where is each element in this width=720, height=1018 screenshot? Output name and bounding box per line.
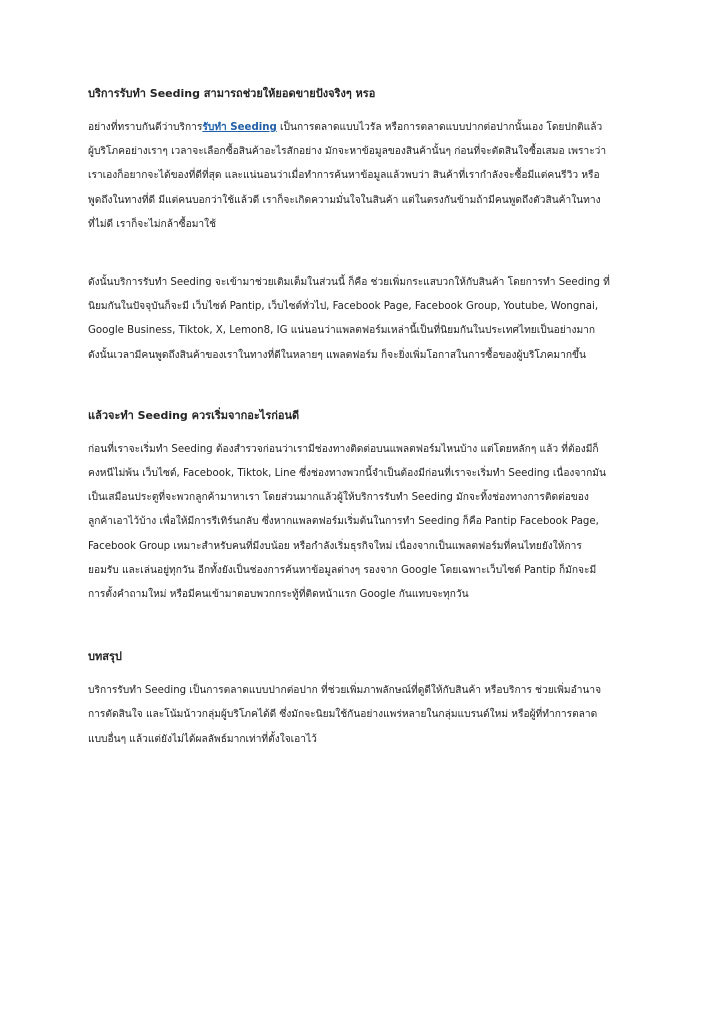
paragraph-line: Facebook Group เหมาะสำหรับคนที่มีงบน้อย หรือกำลังเริ่มธุรกิจใหม่ เนื่องจากเป็นแพลตฟอร์มที่คนไทยยังให้การ	[88, 540, 582, 552]
paragraph-line: บริการรับทำ Seeding เป็นการตลาดแบบปากต่อปาก ที่ช่วยเพิ่มภาพลักษณ์ที่ดูดีให้กับสินค้า หรือบริการ ช่วยเพิ่มอำนาจ	[88, 685, 602, 697]
paragraph-line: เป็นเสมือนประตูที่จะพวกลูกค้ามาหาเรา โดยส่วนมากแล้วผู้ให้บริการรับทำ Seeding มักจะทิ้งช่องทางการติดต่อของ	[88, 492, 589, 504]
seeding-service-link[interactable]: รับทำ Seeding	[202, 122, 277, 133]
paragraph-line: ลูกค้าเอาไว้บ้าง เพื่อให้มีการรีเทิร์นกลับ ซึ่งหากแพลตฟอร์มเริ่มต้นในการทำ Seeding ก็คือ Pantip Facebook Page,	[88, 516, 599, 528]
paragraph-line: การตั้งคำถามใหม่ หรือมีคนเข้ามาตอบพวกกระทู้ที่ติดหน้าแรก Google กันแทบจะทุกวัน	[88, 589, 469, 601]
paragraph-line: พูดถึงในทางที่ดี มีแต่คนบอกว่าใช้แล้วดี เราก็จะเกิดความมั่นใจในสินค้า แต่ในตรงกันข้ามถ้ามีคนพูดถึงตัวสินค้าในทาง	[88, 194, 601, 206]
paragraph-platforms	[88, 271, 650, 368]
paragraph-line: ก่อนที่เราจะเริ่มทำ Seeding ต้องสำรวจก่อนว่าเรามีช่องทางติดต่อบนแพลตฟอร์มไหนบ้าง แต่โดยหลักๆ แล้ว ที่ต้องมีก็	[88, 443, 599, 455]
section-heading-conclusion: บทสรุป	[88, 650, 122, 664]
paragraph-line: ที่ไม่ดี เราก็จะไม่กล้าซื้อมาใช้	[88, 218, 217, 230]
paragraph-line	[88, 116, 650, 140]
paragraph-line: Google Business, Tiktok, X, Lemon8, IG แน่นอนว่าแพลตฟอร์มเหล่านี้เป็นที่นิยมกันในประเทศไทยเป็นอย่างมาก	[88, 325, 596, 337]
paragraph-viral-marketing	[88, 116, 650, 237]
paragraph-line: ดังนั้นเวลามีคนพูดถึงสินค้าของเราในทางที่ดีในหลายๆ แพลตฟอร์ม ก็จะยิ่งเพิ่มโอกาสในการซื้อของผู้บริโภคมากขึ้น	[88, 349, 586, 361]
text-segment: เป็นการตลาดแบบไวรัล หรือการตลาดแบบปากต่อปากนั้นเอง โดยปกติแล้ว	[276, 122, 603, 133]
paragraph-line: แบบอื่นๆ แล้วแต่ยังไม่ได้ผลลัพธ์มากเท่าที่ตั้งใจเอาไว้	[88, 733, 317, 745]
paragraph-line: เราเองก็อยากจะได้ของที่ดีที่สุด และแน่นอนว่าเมื่อทำการค้นหาข้อมูลแล้วพบว่า สินค้าที่เรากำลังจะซื้อมีแต่คนรีวิว หรือ	[88, 170, 600, 182]
text-segment: อย่างที่ทราบกันดีว่าบริการ	[88, 122, 203, 133]
paragraph-line: ผู้บริโภคอย่างเราๆ เวลาจะเลือกซื้อสินค้าอะไรสักอย่าง มักจะหาข้อมูลของสินค้านั้นๆ ก่อนที่จะตัดสินใจซื้อเสมอ เพราะว่า	[88, 146, 607, 158]
section-heading-where-to-start: แล้วจะทำ Seeding ควรเริ่มจากอะไรก่อนดี	[88, 408, 300, 422]
paragraph-line: ยอมรับ และเล่นอยู่ทุกวัน อีกทั้งยังเป็นช่องการค้นหาข้อมูลต่างๆ รองจาก Google โดยเฉพาะเว็บไซต์ Pantip ก็มักจะมี	[88, 564, 597, 576]
paragraph-line: ดังนั้นบริการรับทำ Seeding จะเข้ามาช่วยเติมเต็มในส่วนนี้ ก็คือ ช่วยเพิ่มกระแสบวกให้กับสินค้า โดยการทำ Seeding ที่	[88, 277, 610, 289]
paragraph-line: นิยมกันในปัจจุบันก็จะมี เว็บไซต์ Pantip, เว็บไซต์ทั่วไป, Facebook Page, Facebook Group, Youtube, Wongnai,	[88, 301, 599, 313]
paragraph-line: การตัดสินใจ และโน้มน้าวกลุ่มผู้บริโภคได้ดี ซึ่งมักจะนิยมใช้กันอย่างแพร่หลายในกลุ่มแบรนด์ใหม่ หรือผู้ที่ทำการตลาด	[88, 709, 598, 721]
section-heading-seeding-sales: บริการรับทำ Seeding สามารถช่วยให้ยอดขายปังจริงๆ หรอ	[88, 87, 376, 100]
paragraph-getting-started	[88, 438, 650, 607]
paragraph-line: คงหนีไม่พ้น เว็บไซต์, Facebook, Tiktok, Line ซึ่งช่องทางพวกนี้จำเป็นต้องมีก่อนที่เราจะเริ่มทำ Seeding เนื่องจากมัน	[88, 468, 606, 480]
paragraph-conclusion	[88, 679, 650, 752]
